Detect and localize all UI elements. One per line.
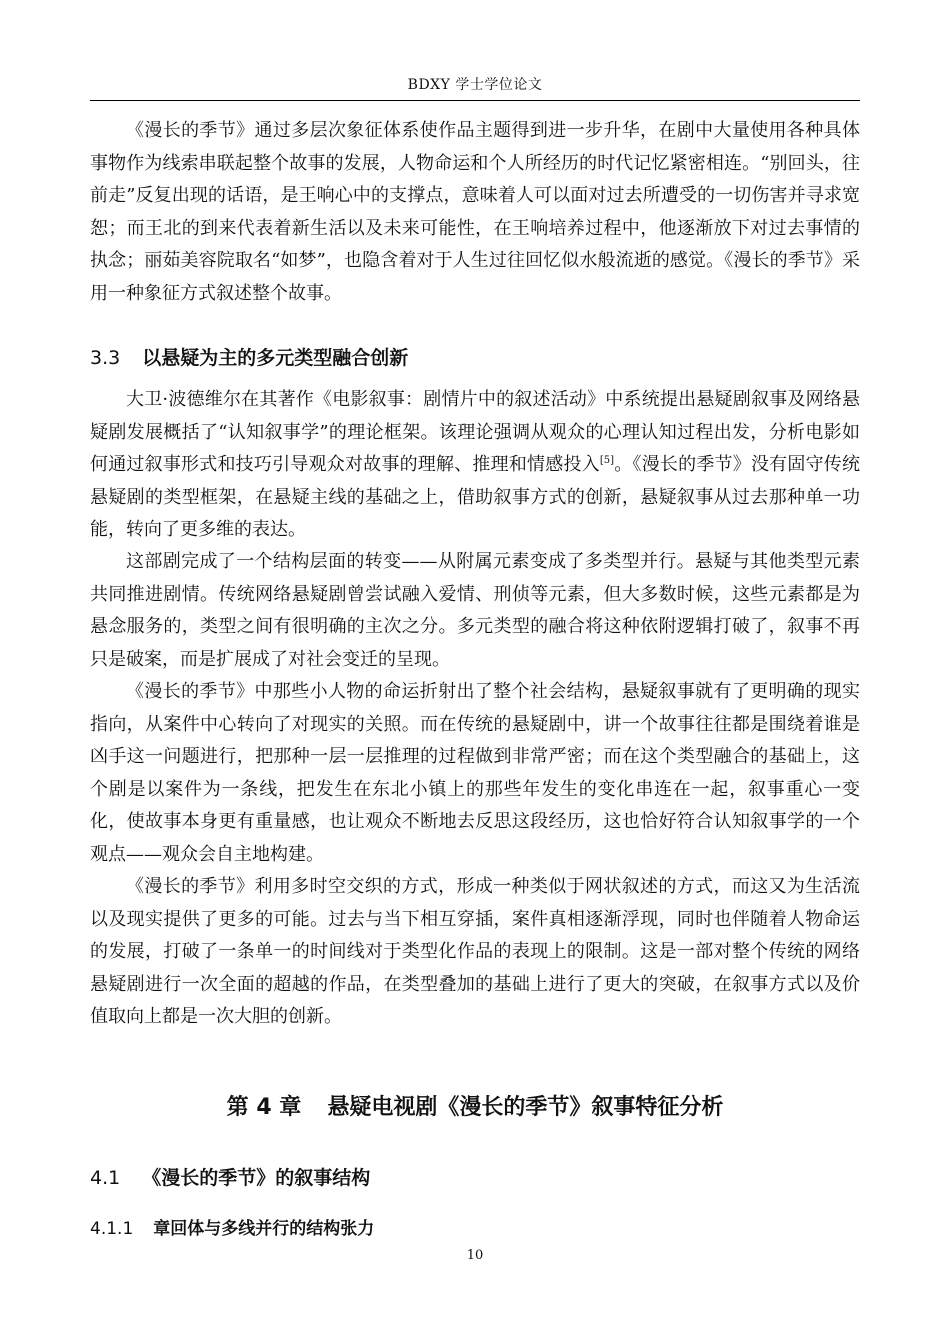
section-title: 《漫长的季节》的叙事结构 — [142, 1167, 371, 1189]
section-number: 3.3 — [90, 347, 121, 369]
paragraph-social-structure: 《漫长的季节》中那些小人物的命运折射出了整个社会结构，悬疑叙事就有了更明确的现实指向，从案件中心转向了对现实的关照。而在传统的悬疑剧中，讲一个故事往往都是围绕着谁是凶手这一问题进行，把那种一层一层推理的过程做到非常严密；而在这个类型融合的基础上，这个剧是以案件为一条线，把发生在东北小镇上的那些年发生的变化串连在一起，叙事重心一变化，使故事本身更有重量感，也让观众不断地去反思这段经历，这也恰好符合认知叙事学的一个观点——观众会自主地构建。 — [90, 681, 860, 865]
section-title: 以悬疑为主的多元类型融合创新 — [142, 347, 409, 369]
paragraph-structure-shift: 这部剧完成了一个结构层面的转变——从附属元素变成了多类型并行。悬疑与其他类型元素共同推进剧情。传统网络悬疑剧曾尝试融入爱情、刑侦等元素，但大多数时候，这些元素都是为悬念服务的，类型之间有很明确的主次之分。多元类型的融合将这种依附逻辑打破了，叙事不再只是破案，而是扩展成了对社会变迁的呈现。 — [90, 551, 860, 670]
paragraph-multi-timeline: 《漫长的季节》利用多时空交织的方式，形成一种类似于网状叙述的方式，而这又为生活流以及现实提供了更多的可能。过去与当下相互穿插，案件真相逐渐浮现，同时也伴随着人物命运的发展，打破了一条单一的时间线对于类型化作品的表现上的限制。这是一部对整个传统的网络悬疑剧进行一次全面的超越的作品，在类型叠加的基础上进行了更大的突破，在叙事方式以及价值取向上都是一次大胆的创新。 — [90, 876, 860, 1027]
header-rule — [90, 100, 860, 101]
subsection-title: 章回体与多线并行的结构张力 — [153, 1219, 375, 1239]
running-header: BDXY 学士学位论文 — [407, 77, 543, 93]
chapter-title: 悬疑电视剧《漫长的季节》叙事特征分析 — [327, 1095, 724, 1120]
subsection-heading-4-1-1 — [90, 1214, 374, 1239]
page-number: 10 — [466, 1248, 484, 1263]
citation-ref: [5] — [599, 455, 615, 466]
paragraph-text: 大卫·波德维尔在其著作《电影叙事：剧情片中的叙述活动》中系统提出悬疑剧叙事及网络悬疑剧发展概括了“认知叙事学”的理论框架。该理论强调从观众的心理认知过程出发，分析电影如何通过叙事形式和技巧引导观众对故事的理解、推理和情感投入 — [90, 389, 860, 475]
subsection-number: 4.1.1 — [90, 1219, 134, 1239]
paragraph-symbolism: 《漫长的季节》通过多层次象征体系使作品主题得到进一步升华，在剧中大量使用各种具体事物作为线索串联起整个故事的发展，人物命运和个人所经历的时代记忆紧密相连。“别回头，往前走”反复出现的话语，是王响心中的支撑点，意味着人可以面对过去所遭受的一切伤害并寻求宽恕；而王北的到来代表着新生活以及未来可能性，在王响培养过程中，他逐渐放下对过去事情的执念；丽茹美容院取名“如梦”，也隐含着对于人生过往回忆似水般流逝的感觉。《漫长的季节》采用一种象征方式叙述整个故事。 — [90, 120, 860, 304]
paragraph-bordwell — [90, 384, 860, 547]
chapter-heading — [90, 1090, 860, 1121]
paragraph-text: 。《漫长的季节》没有固守传统悬疑剧的类型框架，在悬疑主线的基础之上，借助叙事方式的创新，悬疑叙事从过去那种单一功能，转向了更多维的表达。 — [90, 454, 861, 540]
section-number: 4.1 — [90, 1167, 121, 1189]
chapter-number: 第 4 章 — [226, 1095, 302, 1120]
section-heading-3-3 — [90, 343, 408, 370]
section-heading-4-1 — [90, 1163, 370, 1190]
